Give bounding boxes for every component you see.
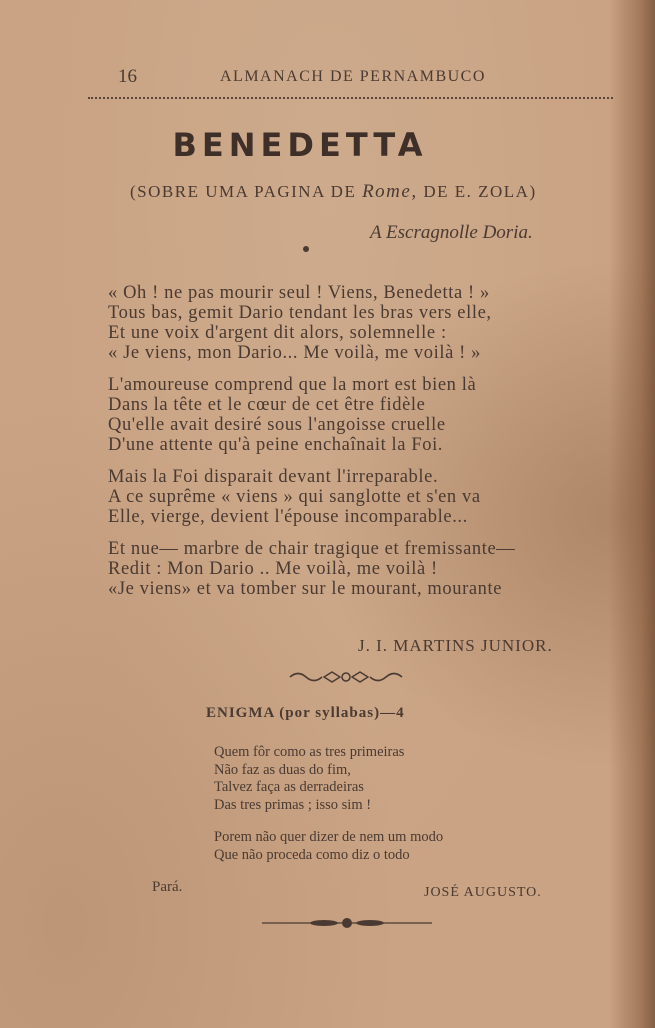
poem-dedication: A Escragnolle Doria. [370,222,533,243]
poem-line: L'amoureuse comprend que la mort est bien là [108,375,477,395]
poem-line: D'une attente qu'à peine enchaînait la Foi. [108,435,444,455]
poem-line: Redit : Mon Dario .. Me voilà, me voilà ! [108,559,438,579]
page-header [110,66,610,90]
poem-signature: J. I. MARTINS JUNIOR. [358,636,553,655]
header-rule [88,97,613,99]
enigma-block-2 [214,829,574,864]
poem-line: Dans la tête et le cœur de cet être fidèle [108,395,426,415]
subtitle-suffix: DE E. ZOLA) [423,182,537,201]
enigma-title: ENIGMA (por syllabas)—4 [206,705,405,721]
enigma-line: Porem não quer dizer de nem um modo [214,829,444,845]
tail-ornament [262,917,432,929]
poem-title: BENEDETTA [172,126,428,164]
enigma-place: Pará. [152,879,183,895]
subtitle-prefix: (SOBRE UMA PAGINA DE [130,182,357,201]
enigma-verses [214,744,574,879]
poem-line: «Je viens» et va tomber sur le mourant, mourante [108,579,503,599]
enigma-line: Talvez faça as derradeiras [214,779,364,795]
enigma-line: Quem fôr como as tres primeiras [214,744,405,760]
enigma-line: Que não proceda como diz o todo [214,846,410,863]
stanza-1 [108,283,618,363]
page-number: 16 [118,66,137,87]
poem-line: Qu'elle avait desiré sous l'angoisse cruelle [108,415,446,435]
stanza-4 [108,539,618,599]
poem-line: Tous bas, gemit Dario tendant les bras vers elle, [108,303,492,323]
ornament-dot [303,246,309,252]
poem-line: « Oh ! ne pas mourir seul ! Viens, Benedetta ! » [108,283,490,303]
enigma-line: Não faz as duas do fim, [214,761,351,778]
stanza-3 [108,467,618,527]
enigma-author: JOSÉ AUGUSTO. [424,885,542,900]
ornament-divider [288,668,404,686]
poem-subtitle [130,181,537,203]
stanza-2 [108,375,618,455]
poem-line: Elle, vierge, devient l'épouse incomparable... [108,507,468,527]
poem-line: A ce suprême « viens » qui sanglotte et s'en va [108,487,481,507]
running-head: ALMANACH DE PERNAMBUCO [220,68,486,85]
subtitle-work: Rome, [362,181,418,202]
enigma-block-1 [214,744,574,814]
enigma-line: Das tres primas ; isso sim ! [214,796,372,813]
poem-line: Et nue— marbre de chair tragique et fremissante— [108,539,516,559]
poem-line: Mais la Foi disparait devant l'irreparable. [108,467,439,487]
poem-line: « Je viens, mon Dario... Me voilà, me voilà ! » [108,343,481,363]
poem-body [108,283,618,611]
poem-line: Et une voix d'argent dit alors, solemnelle : [108,323,447,343]
